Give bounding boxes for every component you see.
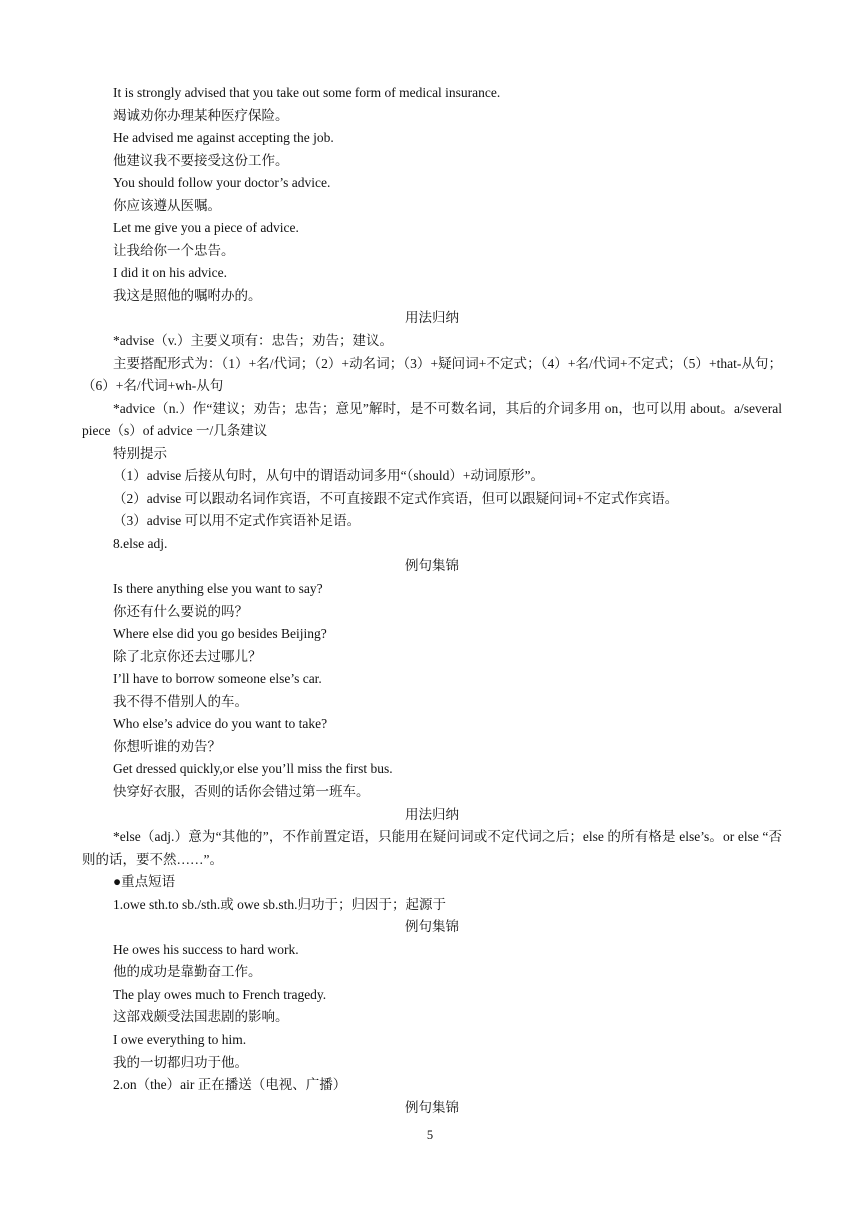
text-line: Get dressed quickly,or else you’ll miss the first bus. bbox=[113, 761, 393, 777]
text-line: 快穿好衣服，否则的话你会错过第一班车。 bbox=[113, 783, 370, 799]
text-line: 他的成功是靠勤奋工作。 bbox=[113, 964, 262, 980]
section-heading: 例句集锦 bbox=[405, 1099, 459, 1115]
text-line: 8.else adj. bbox=[113, 535, 168, 551]
text-line: Who else’s advice do you want to take? bbox=[113, 716, 328, 732]
text-line: Where else did you go besides Beijing? bbox=[113, 626, 327, 642]
text-line: He advised me against accepting the job. bbox=[113, 130, 334, 146]
text-line: 他建议我不要接受这份工作。 bbox=[113, 152, 289, 168]
text-line: I owe everything to him. bbox=[113, 1031, 247, 1047]
text-line: The play owes much to French tragedy. bbox=[113, 986, 327, 1002]
text-line: 你想听谁的劝告？ bbox=[113, 738, 221, 754]
text-line: 我的一切都归功于他。 bbox=[113, 1054, 248, 1070]
text-line: *advise（v.）主要义项有：忠告；劝告；建议。 bbox=[113, 333, 393, 349]
text-line: I’ll have to borrow someone else’s car. bbox=[113, 671, 322, 687]
text-line: （1）advise 后接从句时，从句中的谓语动词多用“（should）+动词原形”。 bbox=[113, 468, 544, 484]
text-line: You should follow your doctor’s advice. bbox=[113, 175, 331, 191]
text-line: 这部戏颇受法国悲剧的影响。 bbox=[113, 1009, 289, 1025]
text-line: 特别提示 bbox=[113, 445, 167, 461]
text-line: Is there anything else you want to say? bbox=[113, 581, 323, 597]
text-line: He owes his success to hard work. bbox=[113, 941, 299, 957]
text-line: 我不得不借别人的车。 bbox=[113, 693, 248, 709]
section-heading: 例句集锦 bbox=[405, 558, 459, 574]
text-line: 主要搭配形式为：（1）+名/代词；（2）+动名词；（3）+疑问词+不定式；（4）+名/代词+不定式；（5）+that-从句；（6）+名/代词+wh-从句 bbox=[82, 355, 782, 394]
text-line: 你应该遵从医嘱。 bbox=[113, 197, 221, 213]
page-number: 5 bbox=[426, 1128, 434, 1142]
document-body bbox=[82, 82, 782, 1119]
section-heading: 例句集锦 bbox=[405, 919, 459, 935]
section-heading: 用法归纳 bbox=[405, 310, 459, 326]
text-line: 让我给你一个忠告。 bbox=[113, 242, 235, 258]
text-line: 你还有什么要说的吗？ bbox=[113, 603, 248, 619]
text-line: （3）advise 可以用不定式作宾语补足语。 bbox=[113, 513, 361, 529]
text-line: 我这是照他的嘱咐办的。 bbox=[113, 287, 262, 303]
text-line: *else（adj.）意为“其他的”，不作前置定语，只能用在疑问词或不定代词之后；else 的所有格是 else’s。or else “否则的话，要不然……”。 bbox=[82, 829, 782, 867]
text-line: 竭诚劝你办理某种医疗保险。 bbox=[113, 107, 289, 123]
text-line: Let me give you a piece of advice. bbox=[113, 220, 299, 236]
text-line: 1.owe sth.to sb./sth.或 owe sb.sth.归功于；归因于；起源于 bbox=[113, 896, 447, 912]
text-line: I did it on his advice. bbox=[113, 265, 227, 281]
text-line: （2）advise 可以跟动名词作宾语，不可直接跟不定式作宾语，但可以跟疑问词+不定式作宾语。 bbox=[113, 490, 679, 506]
section-heading: 用法归纳 bbox=[405, 806, 459, 822]
text-line: ●重点短语 bbox=[113, 874, 176, 890]
text-line: 2.on（the）air 正在播送（电视、广播） bbox=[113, 1077, 347, 1093]
text-line: *advice（n.）作“建议；劝告；忠告；意见”解时，是不可数名词，其后的介词多用 on，也可以用 about。a/several piece（s）of advice 一/几条建议 bbox=[82, 400, 782, 439]
text-line: It is strongly advised that you take out some form of medical insurance. bbox=[113, 85, 501, 100]
text-line: 除了北京你还去过哪儿？ bbox=[113, 648, 262, 664]
